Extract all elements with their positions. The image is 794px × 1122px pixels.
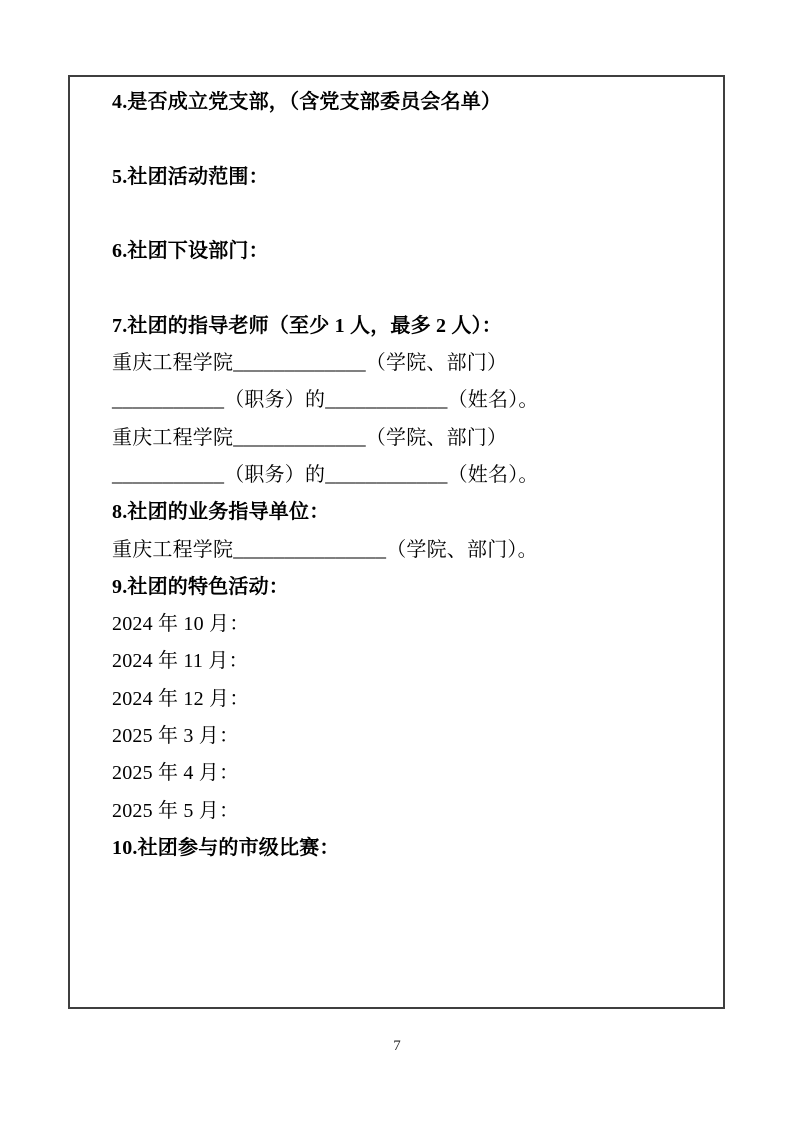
form-line: 2024 年 11 月： bbox=[112, 650, 249, 673]
form-line: 8.社团的业务指导单位： bbox=[112, 501, 330, 524]
form-line: 2025 年 4 月： bbox=[112, 762, 240, 785]
form-border-box bbox=[68, 75, 725, 1009]
form-line: 6.社团下设部门： bbox=[112, 240, 269, 263]
form-line bbox=[112, 121, 705, 158]
form-line: 2025 年 3 月： bbox=[112, 725, 240, 748]
form-line: 2025 年 5 月： bbox=[112, 799, 240, 822]
form-line: ___________（职务）的____________（姓名）。 bbox=[112, 389, 539, 412]
form-line bbox=[112, 196, 705, 233]
form-line: 2024 年 12 月： bbox=[112, 687, 250, 710]
form-line: 重庆工程学院_______________（学院、部门）。 bbox=[112, 538, 538, 561]
form-line: 5.社团活动范围： bbox=[112, 165, 269, 188]
form-line: 4.是否成立党支部，（含党支部委员会名单） bbox=[112, 91, 502, 113]
form-line: 9.社团的特色活动： bbox=[112, 575, 289, 598]
page-number-footer: 7 bbox=[393, 1038, 401, 1054]
form-line bbox=[112, 270, 705, 307]
form-line: 2024 年 10 月： bbox=[112, 613, 250, 636]
form-line: 10.社团参与的市级比赛： bbox=[112, 836, 340, 859]
form-line: 重庆工程学院_____________（学院、部门） bbox=[112, 426, 508, 449]
form-line: 重庆工程学院_____________（学院、部门） bbox=[112, 352, 508, 375]
form-line: ___________（职务）的____________（姓名）。 bbox=[112, 463, 539, 486]
form-line: 7.社团的指导老师（至少 1 人，最多 2 人）： bbox=[112, 314, 502, 337]
